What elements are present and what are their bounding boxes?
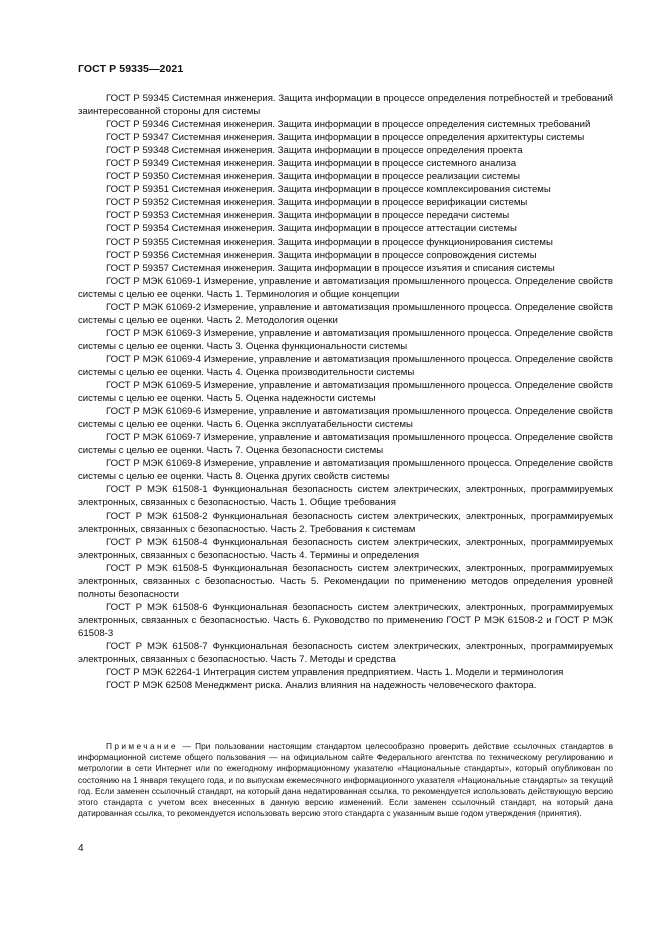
reference-item: ГОСТ Р 59348 Системная инженерия. Защита информации в процессе определения проекта: [106, 145, 523, 157]
reference-item: ГОСТ Р 59356 Системная инженерия. Защита информации в процессе сопровождения системы: [106, 249, 537, 261]
document-header: ГОСТ Р 59335—2021: [78, 63, 184, 75]
reference-item: ГОСТ Р 59346 Системная инженерия. Защита информации в процессе определения системных требований: [106, 119, 591, 131]
reference-item: ГОСТ Р 59345 Системная инженерия. Защита информации в процессе определения потребностей и требований заинтересованной стороны для системы: [78, 93, 613, 118]
reference-item: ГОСТ Р 59352 Системная инженерия. Защита информации в процессе верификации системы: [106, 197, 528, 209]
reference-item: ГОСТ Р 59353 Системная инженерия. Защита информации в процессе передачи системы: [106, 210, 510, 222]
reference-item: ГОСТ Р МЭК 61069-5 Измерение, управление и автоматизация промышленного процесса. Определение свойств системы с целью ее оценки. Часть 5. Оценка надежности системы: [78, 380, 613, 405]
reference-item: ГОСТ Р МЭК 61508-7 Функциональная безопасность систем электрических, электронных, программируемых электронных, связанных с безопасностью. Часть 7. Методы и средства: [78, 640, 613, 666]
reference-item: ГОСТ Р МЭК 61508-6 Функциональная безопасность систем электрических, электронных, программируемых электронных, связанных с безопасностью. Часть 6. Руководство по применению ГОСТ Р МЭК 61508-2 и ГОСТ Р МЭК 61508-3: [78, 601, 613, 639]
reference-item: ГОСТ Р МЭК 61069-2 Измерение, управление и автоматизация промышленного процесса. Определение свойств системы с целью ее оценки. Часть 2. Методология оценки: [78, 301, 613, 326]
note-text: — При пользовании настоящим стандартом целесообразно проверить действие ссылочных стандартов в информационной системе общего пользования — на официальном сайте Федерального агентства по техническому регулированию и метрологии в сети Интернет или по ежегодному информационному указателю «Национальные стандарты», который опубликован по состоянию на 1 января текущего года, и по выпускам ежемесячного информационного указателя «Национальные стандарты» за текущий год. Если заменен ссылочный стандарт, на который дана недатированная ссылка, то рекомендуется использовать действующую версию этого стандарта с учетом всех внесенных в данную версию изменений. Если заменен ссылочный стандарт, на который дана датированная ссылка, то рекомендуется использовать версию этого стандарта с указанным выше годом утверждения (принятия).: [78, 741, 613, 819]
reference-item: ГОСТ Р МЭК 61069-6 Измерение, управление и автоматизация промышленного процесса. Определение свойств системы с целью ее оценки. Часть 6. Оценка эксплуатабельности системы: [78, 406, 613, 431]
page-number: 4: [78, 843, 84, 854]
reference-item: ГОСТ Р МЭК 61069-1 Измерение, управление и автоматизация промышленного процесса. Определение свойств системы с целью ее оценки. Часть 1. Терминология и общие концепции: [78, 275, 613, 300]
reference-item: ГОСТ Р МЭК 61508-4 Функциональная безопасность систем электрических, электронных, программируемых электронных, связанных с безопасностью. Часть 4. Термины и определения: [78, 536, 613, 561]
note-paragraph: [78, 741, 613, 819]
reference-item: ГОСТ Р МЭК 61508-2 Функциональная безопасность систем электрических, электронных, программируемых электронных, связанных с безопасностью. Часть 2. Требования к системам: [78, 510, 613, 535]
reference-item: ГОСТ Р 59349 Системная инженерия. Защита информации в процессе системного анализа: [106, 158, 517, 170]
reference-item: ГОСТ Р МЭК 61508-5 Функциональная безопасность систем электрических, электронных, программируемых электронных, связанных с безопасностью. Часть 5. Рекомендации по применению методов определения уровней полноты безопасности: [78, 562, 613, 600]
reference-item: ГОСТ Р МЭК 61069-7 Измерение, управление и автоматизация промышленного процесса. Определение свойств системы с целью ее оценки. Часть 7. Оценка безопасности системы: [78, 432, 613, 457]
reference-item: ГОСТ Р МЭК 62508 Менеджмент риска. Анализ влияния на надежность человеческого фактора.: [106, 680, 537, 692]
normative-references: [78, 92, 613, 692]
reference-item: ГОСТ Р МЭК 61069-8 Измерение, управление и автоматизация промышленного процесса. Определение свойств системы с целью ее оценки. Часть 8. Оценка других свойств системы: [78, 458, 613, 483]
reference-item: ГОСТ Р 59347 Системная инженерия. Защита информации в процессе определения архитектуры системы: [106, 132, 585, 144]
reference-item: ГОСТ Р 59350 Системная инженерия. Защита информации в процессе реализации системы: [106, 171, 521, 183]
reference-item: ГОСТ Р 59355 Системная инженерия. Защита информации в процессе функционирования системы: [106, 236, 553, 248]
note-label: Примечание: [106, 741, 179, 751]
reference-item: ГОСТ Р 59357 Системная инженерия. Защита информации в процессе изъятия и списания системы: [106, 262, 555, 274]
reference-item: ГОСТ Р МЭК 61508-1 Функциональная безопасность систем электрических, электронных, программируемых электронных, связанных с безопасностью. Часть 1. Общие требования: [78, 484, 613, 509]
reference-item: ГОСТ Р МЭК 61069-4 Измерение, управление и автоматизация промышленного процесса. Определение свойств системы с целью ее оценки. Часть 4. Оценка производительности системы: [78, 353, 613, 378]
reference-item: ГОСТ Р МЭК 62264-1 Интеграция систем управления предприятием. Часть 1. Модели и терминология: [106, 667, 564, 679]
reference-item: ГОСТ Р МЭК 61069-3 Измерение, управление и автоматизация промышленного процесса. Определение свойств системы с целью ее оценки. Часть 3. Оценка функциональности системы: [78, 327, 613, 352]
reference-item: ГОСТ Р 59354 Системная инженерия. Защита информации в процессе аттестации системы: [106, 223, 517, 235]
reference-item: ГОСТ Р 59351 Системная инженерия. Защита информации в процессе комплексирования системы: [106, 184, 551, 196]
